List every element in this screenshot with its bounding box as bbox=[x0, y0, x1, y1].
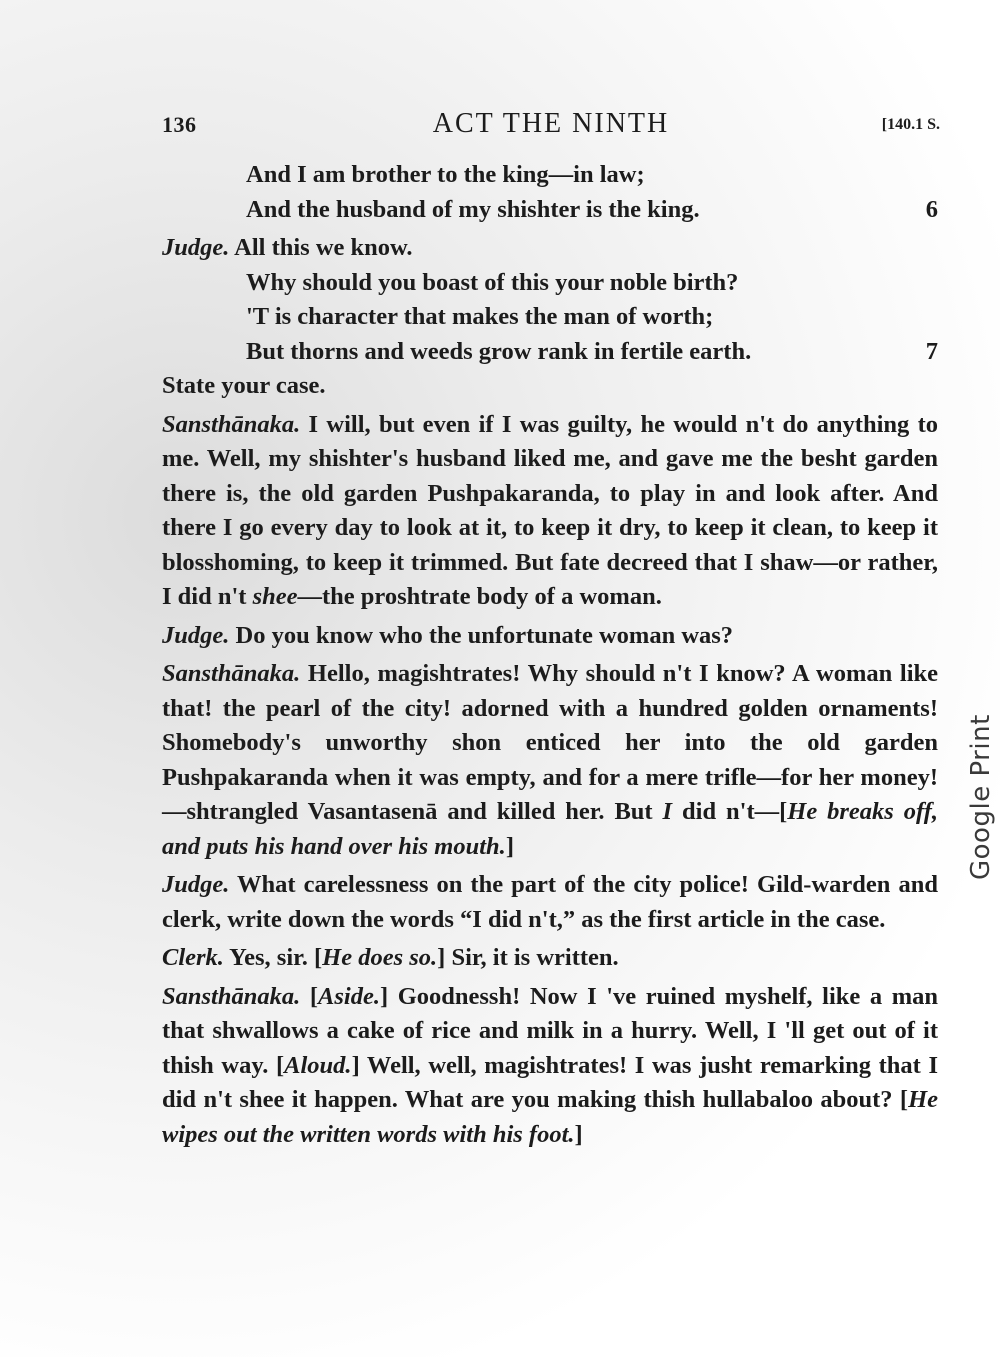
dialogue-paragraph bbox=[162, 941, 938, 976]
running-title: ACT THE NINTH bbox=[432, 108, 670, 139]
speaker-name: Judge. bbox=[162, 234, 230, 261]
dialogue-text: ] Well, well, magishtrates! I was jusht remarking that I did n't shee it happen. What are you making thish hullabaloo about? [ bbox=[162, 1051, 938, 1113]
verse-number: 6 bbox=[925, 195, 938, 223]
dialogue-text: Do you know who the unfortunate woman was? bbox=[235, 621, 734, 649]
dialogue-text: Hello, magishtrates! Why should n't I know? A woman like that! the pearl of the city! adorned with a hundred golden ornaments! Shomebody's unworthy shon enticed her into the old garden Pushpakaranda when it was empty, and for a mere trifle—for her money!—shtrangled Vasantasenā and killed her. But bbox=[162, 660, 939, 825]
speaker-name: Judge. bbox=[162, 871, 230, 898]
dialogue-paragraph bbox=[162, 657, 938, 864]
verse-block-7 bbox=[162, 266, 938, 370]
dialogue-text: All this we know. bbox=[234, 234, 413, 261]
dialogue-text: I will, but even if I was guilty, he would n't do anything to me. Well, my shishter's husband liked me, and gave me the besht garden there is, the old garden Pushpakaranda, to play in and look after. And there I go every day to look at it, to keep it dry, to keep it clean, to keep it blosshoming, to keep it trimmed. But fate decreed that I shaw—or rather, I did n't bbox=[162, 410, 938, 610]
bracket: [ bbox=[309, 982, 319, 1010]
stage-direction: Aside. bbox=[318, 982, 380, 1010]
verse-number: 7 bbox=[925, 337, 938, 365]
verse-line: Why should you boast of this your noble birth? bbox=[246, 268, 739, 296]
dialogue-text: ] Goodnessh! Now I 've ruined myshelf, like a man that shwallows a cake of rice and milk in a hurry. Well, I 'll get out of it thish way. [ bbox=[162, 982, 938, 1079]
stage-direction: He wipes out the written words with his foot. bbox=[162, 1086, 938, 1148]
page-number: 136 bbox=[162, 112, 197, 137]
stage-direction: He breaks off, and puts his hand over his mouth. bbox=[162, 798, 939, 860]
stage-direction: He does so. bbox=[322, 944, 438, 971]
speaker-name: Sansthānaka. bbox=[162, 982, 301, 1010]
verse-block-6 bbox=[162, 158, 938, 227]
stage-direction: Aloud. bbox=[284, 1051, 352, 1079]
speaker-name: Sansthānaka. bbox=[162, 660, 301, 687]
bracket: ] bbox=[574, 1120, 583, 1148]
dialogue-paragraph bbox=[162, 868, 938, 937]
verse-line-text: And the husband of my shishter is the king. bbox=[246, 195, 700, 223]
dialogue-paragraph bbox=[162, 408, 938, 615]
dialogue-text: ] Sir, it is written. bbox=[437, 944, 619, 971]
dialogue-text: What carelessness on the part of the city police! Gild-warden and clerk, write down the words “I did n't,” as the first article in the case. bbox=[162, 871, 938, 933]
verse-line: 'T is character that makes the man of worth; bbox=[246, 303, 714, 330]
dialogue-text: Yes, sir. [ bbox=[229, 944, 323, 971]
dialogue-paragraph bbox=[162, 619, 938, 654]
dialogue-text: —the proshtrate body of a woman. bbox=[297, 583, 662, 610]
page-header bbox=[162, 108, 940, 142]
bracket: ] bbox=[505, 832, 514, 860]
dialogue-text: did n't—[ bbox=[672, 798, 788, 825]
speaker-name: Judge. bbox=[162, 621, 230, 649]
speaker-name: Clerk. bbox=[162, 944, 224, 971]
speaker-name: Sansthānaka. bbox=[162, 410, 301, 438]
dialogue-line: State your case. bbox=[162, 372, 326, 399]
emphasis-text: I bbox=[662, 798, 673, 825]
dialogue-line bbox=[162, 231, 938, 266]
body-text bbox=[162, 158, 938, 1152]
section-reference: [140.1 S. bbox=[881, 116, 940, 133]
verse-line-text: But thorns and weeds grow rank in fertile earth. bbox=[246, 337, 752, 365]
google-print-watermark: Google Print bbox=[966, 714, 996, 880]
verse-line bbox=[246, 193, 938, 228]
verse-line bbox=[246, 335, 938, 370]
dialogue-paragraph bbox=[162, 980, 938, 1153]
emphasis-text: shee bbox=[252, 583, 298, 610]
verse-line: And I am brother to the king—in law; bbox=[246, 161, 645, 188]
